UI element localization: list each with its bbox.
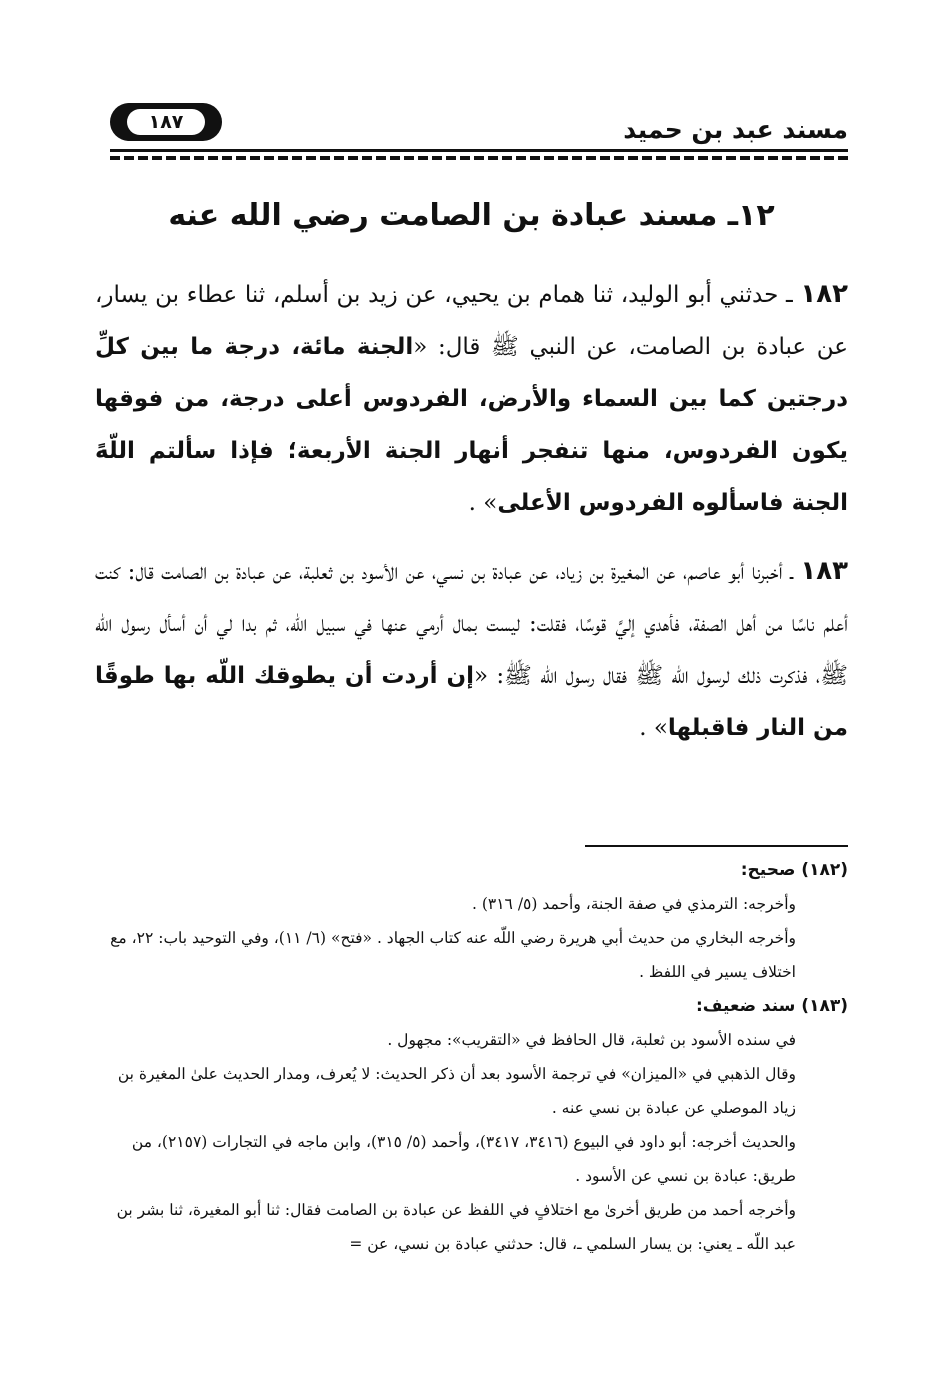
footnote-line: وأخرجه: الترمذي في صفة الجنة، وأحمد (٥/ ٣١٦) . xyxy=(472,895,796,913)
section-title: ١٢ـ مسند عبادة بن الصامت رضي الله عنه xyxy=(168,198,775,233)
hadith-number: ١٨٣ xyxy=(800,556,848,586)
page-number-badge xyxy=(110,103,222,141)
footnote-183-heading: (١٨٣) سند ضعيف: xyxy=(695,996,848,1016)
main-text xyxy=(95,268,848,770)
footnote-line: وقال الذهبي في «الميزان» في ترجمة الأسود بعد أن ذكر الحديث: لا يُعرف، ومدار الحديث علىٰ المغيرة بن زياد الموصلي عن عبادة بن نسي عنه . xyxy=(117,1065,796,1117)
hadith-end: » . xyxy=(468,490,498,516)
footnote-line: وأخرجه البخاري من حديث أبي هريرة رضي اللّه عنه كتاب الجهاد . «فتح» (٦/ ١١)، وفي التوحيد باب: ٢٢، مع اختلاف يسير في اللفظ . xyxy=(110,929,796,981)
footnote-divider xyxy=(585,845,848,847)
hadith-number: ١٨٢ xyxy=(800,279,848,309)
footnote-line: وأخرجه أحمد من طريق أخرىٰ مع اختلافٍ في اللفظ عن عبادة بن الصامت فقال: ثنا أبو المغيرة، ثنا بشر بن عبد اللّه ـ يعني: بن يسار السلمي ـ، قال: حدثني عبادة بن نسي، عن = xyxy=(116,1201,796,1253)
header-rule xyxy=(110,149,848,161)
page-number: ١٨٧ xyxy=(127,109,205,135)
hadith-183 xyxy=(95,545,848,754)
hadith-isnad: ـ حدثني أبو الوليد، ثنا همام بن يحيي، عن زيد بن أسلم، ثنا عطاء بن يسار، عن عبادة بن الصامت، عن النبي ﷺ قال: « xyxy=(95,282,848,360)
footnote-182-heading: (١٨٢) صحيح: xyxy=(740,860,848,880)
footnote-line: والحديث أخرجه: أبو داود في البيوع (٣٤١٦، ٣٤١٧)، وأحمد (٥/ ٣١٥)، وابن ماجه في التجارات (٢١٥٧)، من طريق: عبادة بن نسي عن الأسود . xyxy=(131,1133,796,1185)
hadith-matn: الجنة مائة، درجة ما بين كلِّ درجتين كما بين السماء والأرض، الفردوس أعلى درجة، من فوقها يكون الفردوس، منها تنفجر أنهار الجنة الأربعة؛ فإذا سألتم اللّهً الجنة فاسألوه الفردوس الأعلى xyxy=(95,334,848,516)
running-title: مسند عبد بن حميد xyxy=(623,115,848,144)
page-header xyxy=(110,95,848,155)
hadith-matn: إن أردت أن يطوقك اللّه بها طوقًا من النار فاقبلها xyxy=(95,663,848,741)
hadith-182 xyxy=(95,268,848,529)
hadith-isnad: ـ أخبرنا أبو عاصم، عن المغيرة بن زياد، عن عبادة بن نسي، عن الأسود بن ثعلبة، عن عبادة بن الصامت قال: كنت أعلم ناسًا من أهل الصفة، فأهدي إليَّ قوسًا، فقلت: ليست بمال أرمي عنها في سبيل اللّه، ثم بدا لي أن أسأل رسول اللّه ﷺ، فذكرت ذلك لرسول اللّه ﷺ فقال رسول اللّه ﷺ: « xyxy=(95,559,848,689)
footnote-line: في سنده الأسود بن ثعلبة، قال الحافظ في «التقريب»: مجهول . xyxy=(387,1031,796,1049)
hadith-end: » . xyxy=(639,715,668,741)
footnotes xyxy=(95,853,848,1261)
